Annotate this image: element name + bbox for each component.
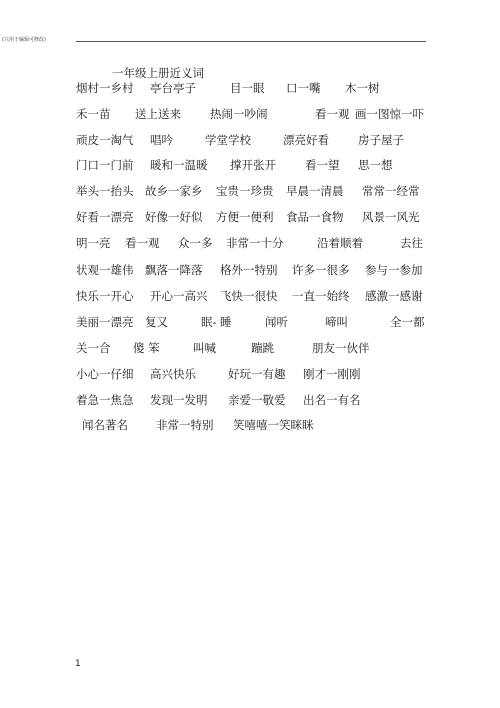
synonym-pair: 好玩一有趣 bbox=[228, 367, 286, 381]
synonym-pair: 蹦跳 bbox=[251, 341, 274, 355]
synonym-pair: 风景一风光 bbox=[362, 210, 420, 224]
synonym-pair: 门口一门前 bbox=[76, 158, 134, 172]
synonym-pair: 好看一漂亮 bbox=[76, 210, 134, 224]
synonym-pair: 食品一食物 bbox=[286, 210, 344, 224]
synonym-row bbox=[0, 418, 500, 432]
synonym-pair: 闻名著名 bbox=[82, 418, 128, 432]
synonym-row bbox=[0, 236, 500, 250]
synonym-pair: 热闹一吵闹 bbox=[210, 107, 268, 121]
synonym-pair: 画一图惊一吓 bbox=[355, 107, 424, 121]
synonym-pair: 全一都 bbox=[390, 315, 425, 329]
synonym-pair: 开心一高兴 bbox=[150, 289, 208, 303]
synonym-pair: 状观一雄伟 bbox=[76, 263, 134, 277]
synonym-row bbox=[0, 289, 500, 303]
synonym-row bbox=[0, 367, 500, 381]
synonym-pair: 飘落一降落 bbox=[145, 263, 203, 277]
synonym-pair: 唱吟 bbox=[150, 133, 173, 147]
synonym-row bbox=[0, 315, 500, 329]
synonym-pair: 沿着顺着 bbox=[317, 236, 363, 250]
synonym-pair: 着急一焦急 bbox=[76, 393, 134, 407]
synonym-pair: 发现一发明 bbox=[150, 393, 208, 407]
header-rule bbox=[76, 41, 426, 42]
synonym-pair: 看一望 bbox=[305, 158, 340, 172]
synonym-pair: 去往 bbox=[400, 236, 423, 250]
synonym-row bbox=[0, 210, 500, 224]
synonym-pair: 送上送来 bbox=[135, 107, 181, 121]
synonym-pair: 一直一始终 bbox=[292, 289, 350, 303]
synonym-row bbox=[0, 133, 500, 147]
synonym-pair: 方便一便利 bbox=[216, 210, 274, 224]
synonym-pair: 朋友一伙伴 bbox=[312, 341, 370, 355]
synonym-pair: 飞快一很快 bbox=[220, 289, 278, 303]
synonym-row bbox=[0, 107, 500, 121]
synonym-pair: 笑嘻嘻一笑眯眯 bbox=[233, 418, 314, 432]
synonym-pair: 木一树 bbox=[345, 81, 380, 95]
synonym-pair: 房子屋子 bbox=[358, 133, 404, 147]
synonym-pair: 禾一苗 bbox=[76, 107, 111, 121]
page-number: 1 bbox=[75, 659, 81, 669]
synonym-pair: 明一亮 bbox=[76, 236, 111, 250]
synonym-pair: 高兴快乐 bbox=[150, 367, 196, 381]
synonym-pair: 格外一特别 bbox=[220, 263, 278, 277]
synonym-pair: 顽皮一淘气 bbox=[76, 133, 134, 147]
synonym-pair: 常常一经常 bbox=[362, 184, 420, 198]
synonym-pair: 学堂学校 bbox=[205, 133, 251, 147]
synonym-pair: 举头一抬头 bbox=[76, 184, 134, 198]
synonym-row bbox=[0, 263, 500, 277]
synonym-row bbox=[0, 158, 500, 172]
synonym-pair: 关一合 bbox=[76, 341, 111, 355]
synonym-pair: 快乐一开心 bbox=[76, 289, 134, 303]
synonym-pair: 非常一特别 bbox=[156, 418, 214, 432]
synonym-pair: 参与一参加 bbox=[365, 263, 423, 277]
synonym-pair: 看一观 bbox=[315, 107, 350, 121]
synonym-pair: 亲爱一敬爱 bbox=[228, 393, 286, 407]
synonym-pair: 口一嘴 bbox=[286, 81, 321, 95]
synonym-pair: 好像一好似 bbox=[145, 210, 203, 224]
synonym-row bbox=[0, 341, 500, 355]
synonym-pair: 暖和一温暖 bbox=[150, 158, 208, 172]
synonym-row bbox=[0, 184, 500, 198]
synonym-pair: 看一观 bbox=[125, 236, 160, 250]
synonym-pair: 小心一仔细 bbox=[76, 367, 134, 381]
synonym-pair: 傻 笨 bbox=[133, 341, 160, 355]
synonym-pair: 亭台亭子 bbox=[150, 81, 196, 95]
synonym-pair: 早晨一清晨 bbox=[286, 184, 344, 198]
synonym-pair: 宝贵一珍贵 bbox=[216, 184, 274, 198]
synonym-pair: 目一眼 bbox=[230, 81, 265, 95]
synonym-pair: 眠- 睡 bbox=[201, 315, 232, 329]
synonym-pair: 许多一很多 bbox=[292, 263, 350, 277]
synonym-pair: 刚才一刚刚 bbox=[303, 367, 361, 381]
synonym-pair: 美丽一漂亮 bbox=[76, 315, 134, 329]
synonym-pair: 叫喊 bbox=[193, 341, 216, 355]
synonym-pair: 啼叫 bbox=[325, 315, 348, 329]
corner-note: (只用于编辑可修改) bbox=[2, 37, 46, 43]
synonym-row bbox=[0, 81, 500, 95]
synonym-row bbox=[0, 393, 500, 407]
synonym-pair: 众一多 bbox=[178, 236, 213, 250]
synonym-pair: 非常一十分 bbox=[226, 236, 284, 250]
document-title: 一年级上册近义词 bbox=[112, 66, 204, 80]
synonym-pair: 复又 bbox=[145, 315, 168, 329]
synonym-pair: 故乡一家乡 bbox=[145, 184, 203, 198]
synonym-pair: 漂亮好看 bbox=[283, 133, 329, 147]
synonym-pair: 思一想 bbox=[358, 158, 393, 172]
synonym-pair: 烟村一乡村 bbox=[76, 81, 134, 95]
synonym-pair: 感激一感谢 bbox=[365, 289, 423, 303]
synonym-pair: 撑开张开 bbox=[230, 158, 276, 172]
synonym-pair: 出名一有名 bbox=[303, 393, 361, 407]
synonym-pair: 闻听 bbox=[265, 315, 288, 329]
